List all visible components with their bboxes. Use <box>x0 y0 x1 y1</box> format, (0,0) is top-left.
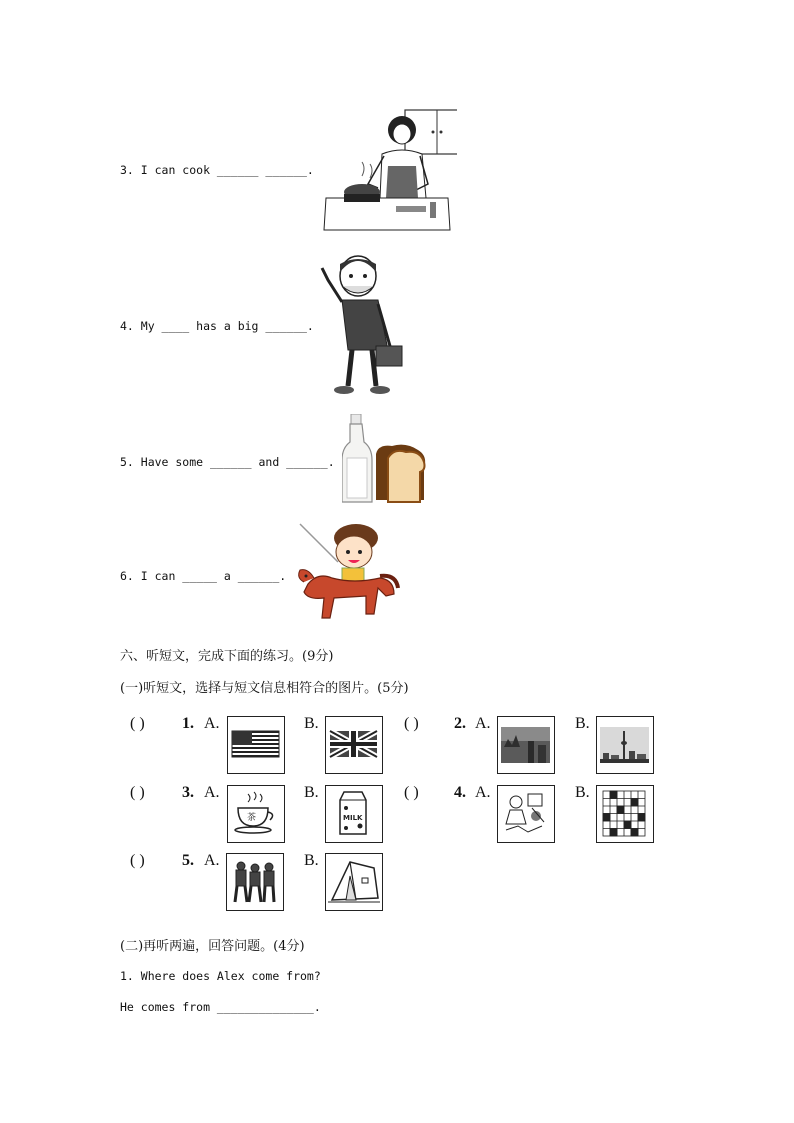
question-3: 3. I can cook ______ ______. <box>120 163 314 177</box>
part-2-title: (二)再听两遍，回答问题。(4分) <box>120 939 305 954</box>
cartoon-sketch-image[interactable] <box>497 785 555 843</box>
part-2-answer-1[interactable]: He comes from ______________. <box>120 1000 321 1014</box>
answer-paren-3[interactable]: ( ) <box>130 784 145 801</box>
q4-number: 4. <box>454 784 466 801</box>
q2-option-a: A. <box>475 715 491 732</box>
boy-with-bag-image <box>318 250 408 400</box>
q3-option-b: B. <box>304 784 319 801</box>
cn-tower-skyline-photo-b[interactable] <box>596 716 654 774</box>
q3-number: 3. <box>182 784 194 801</box>
answer-paren-1[interactable]: ( ) <box>130 715 145 732</box>
answer-paren-5[interactable]: ( ) <box>130 852 145 869</box>
crossword-grid-image[interactable] <box>596 785 654 843</box>
question-5: 5. Have some ______ and ______. <box>120 455 335 469</box>
question-4: 4. My ____ has a big ______. <box>120 319 314 333</box>
usa-flag-image[interactable] <box>227 716 285 774</box>
milk-carton-image[interactable] <box>325 785 383 843</box>
tent-image[interactable] <box>325 853 383 911</box>
q1-option-b: B. <box>304 715 319 732</box>
child-riding-horse-image <box>294 518 400 630</box>
milk-and-bread-image <box>342 414 432 506</box>
q1-number: 1. <box>182 715 194 732</box>
q1-option-a: A. <box>204 715 220 732</box>
q2-option-b: B. <box>575 715 590 732</box>
q5-number: 5. <box>182 852 194 869</box>
milk-label: MILK <box>343 814 363 822</box>
q4-option-b: B. <box>575 784 590 801</box>
cooking-woman-image <box>322 106 457 236</box>
q5-option-b: B. <box>304 852 319 869</box>
q4-option-a: A. <box>475 784 491 801</box>
question-6: 6. I can _____ a ______. <box>120 569 287 583</box>
part-2-question-1: 1. Where does Alex come from? <box>120 969 321 983</box>
city-skyline-photo-a[interactable] <box>497 716 555 774</box>
uk-flag-image[interactable] <box>325 716 383 774</box>
section-6-title: 六、听短文，完成下面的练习。(9分) <box>120 649 334 664</box>
q5-option-a: A. <box>204 852 220 869</box>
q2-number: 2. <box>454 715 466 732</box>
tea-cup-image[interactable] <box>227 785 285 843</box>
answer-paren-4[interactable]: ( ) <box>404 784 419 801</box>
part-1-title: (一)听短文，选择与短文信息相符合的图片。(5分) <box>120 681 409 696</box>
answer-paren-2[interactable]: ( ) <box>404 715 419 732</box>
q3-option-a: A. <box>204 784 220 801</box>
tea-char: 茶 <box>247 813 257 823</box>
people-hiking-image[interactable] <box>226 853 284 911</box>
